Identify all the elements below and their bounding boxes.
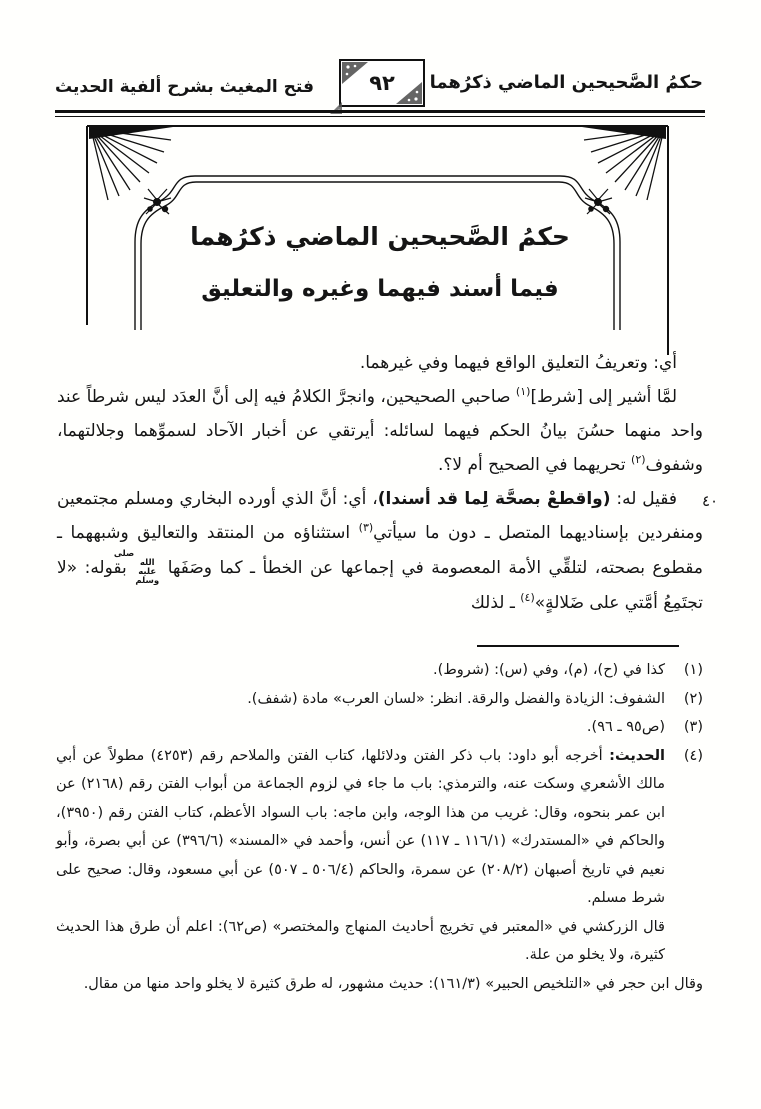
footnote-takhrij — [56, 742, 665, 913]
footnote-zarkashi-quote: قال الزركشي في «المعتبر في تخريج أحاديث المنهاج والمختصر» (ص٦٢): اعلم أن طرق هذا الحديث كثيرة، ولا يخلو من علة. — [56, 918, 665, 963]
footnote-lead: الحديث: — [609, 747, 666, 764]
footnote-text: كذا في (ح)، (م)، وفي (س): (شروط). — [433, 662, 665, 678]
footnote-ref-3: (٣) — [358, 521, 374, 534]
footnote-body: أخرجه أبو داود: باب ذكر الفتن ودلائلها، كتاب الفتن والملاحم رقم (٤٢٥٣) مطولاً عن أبي مالك الأشعري وسكت عنه، والترمذي: باب ما جاء في لزوم الجماعة من أبواب الفتن رقم (٢١٦٨) عن ابن عمر بنحوه، وقال: غريب من هذا الوجه، وابن ماجه: باب السواد الأعظم، كتاب الفتن رقم (٣٩٥٠)، والحاكم في «المستدرك» (١١٦/١ ـ ١١٧) عن أنس، وأحمد في «المسند» (٣٩٦/٦) عن أبي بصرة، وأبو نعيم في تاريخ أصبهان (٢٠٨/٢) عن سمرة، والحاكم (٥٠٦/٤ ـ ٥٠٧) عن أبي مسعود، وقال: صحيح على شرط مسلم. — [56, 747, 666, 906]
footnote-ref-1: (١) — [515, 385, 531, 398]
paragraph-ruling — [57, 482, 703, 620]
corner-rays-icon — [582, 127, 666, 200]
footnote-number: (٢) — [683, 690, 703, 707]
footnote-2 — [56, 685, 703, 714]
body-text — [57, 346, 703, 620]
hadith-quote: بقوله: «لا تجتَمِعُ أمَّتي على ضَلالةٍ» — [57, 557, 703, 613]
paragraph-text: فقيل له: — [610, 489, 677, 509]
paragraph-text: تحريهما في الصحيح أم لا؟. — [437, 455, 632, 475]
header-rule — [55, 110, 705, 117]
footnote-ref-4: (٤) — [520, 590, 535, 604]
corner-rays-icon — [89, 127, 173, 200]
running-head-book-title: فتح المغيث بشرح ألفية الحديث — [55, 77, 315, 97]
footnote-text — [56, 742, 703, 999]
footnotes-block — [56, 656, 703, 998]
matn-quote: (واقطعْ بصحَّة لِما قد أسندا) — [377, 489, 611, 509]
lace-triangle-icon — [342, 62, 368, 84]
chapter-title-line2: فيما أسند فيهما وغيره والتعليق — [201, 276, 559, 302]
running-head-chapter: حكمُ الصَّحيحين الماضي ذكرُهما — [429, 72, 703, 93]
chapter-title-block — [120, 222, 640, 304]
footnote-3 — [56, 713, 703, 742]
footnote-text: الشفوف: الزيادة والفضل والرقة. انظر: «لسان العرب» مادة (شفف). — [247, 690, 665, 707]
salawat-mark: صلى الله عليه وسلم — [113, 549, 160, 586]
paragraph-definition — [57, 346, 703, 380]
footnote-number: (٤) — [683, 747, 703, 764]
page-number-box — [339, 59, 425, 107]
footnote-number: (٣) — [683, 719, 703, 735]
paragraph-text: ـ لذلك — [470, 592, 521, 613]
footnote-text: (ص٩٥ ـ ٩٦). — [586, 719, 665, 735]
footnote-4 — [56, 742, 703, 999]
margin-verse-number: ٤٠ — [702, 492, 719, 510]
footnote-separator — [477, 645, 679, 647]
footnote-ibn-hajar-quote: وقال ابن حجر في «التلخيص الحبير» (١٦١/٣): حديث مشهور، له طرق كثيرة لا يخلو واحد منها من مقال. — [83, 975, 703, 992]
lace-triangle-icon — [396, 82, 422, 104]
chapter-title-line1: حكمُ الصَّحيحين الماضي ذكرُهما — [190, 222, 570, 251]
page-number: ٩٢ — [369, 71, 395, 95]
footnote-1 — [56, 656, 703, 685]
footnote-number: (١) — [683, 662, 703, 678]
paragraph-context — [57, 380, 703, 482]
paragraph-text: أي: وتعريفُ التعليق الواقع فيهما وفي غيرهما. — [359, 353, 677, 373]
paragraph-text: لمَّا أشير إلى [شرط] — [530, 387, 678, 407]
footnote-ref-2: (٢) — [631, 453, 646, 466]
paragraph-text: صاحبي الصحيحين، وانجرَّ الكلامُ فيه إلى أنَّ العدَد ليس شرطاً عند واحد منهما حسُنَ بيانُ الحكم فيهما لسائله: أيرتقي عن أخبار الآحاد لسموِّهما وجلالتهما، وشفوف — [57, 387, 703, 475]
paragraph-text: استثناؤه من المنتقد والتعاليق وشبههما ـ مقطوع بصحته، لتلقِّي الأمة المعصومة في إجماعها عن الخطأ ـ كما وصَفَها — [57, 523, 703, 578]
paragraph-text: ، أي: أنَّ الذي أورده البخاري ومسلم مجتمعين ومنفردين بإسناديهما المتصل ـ دون ما سيأتي — [57, 489, 703, 543]
